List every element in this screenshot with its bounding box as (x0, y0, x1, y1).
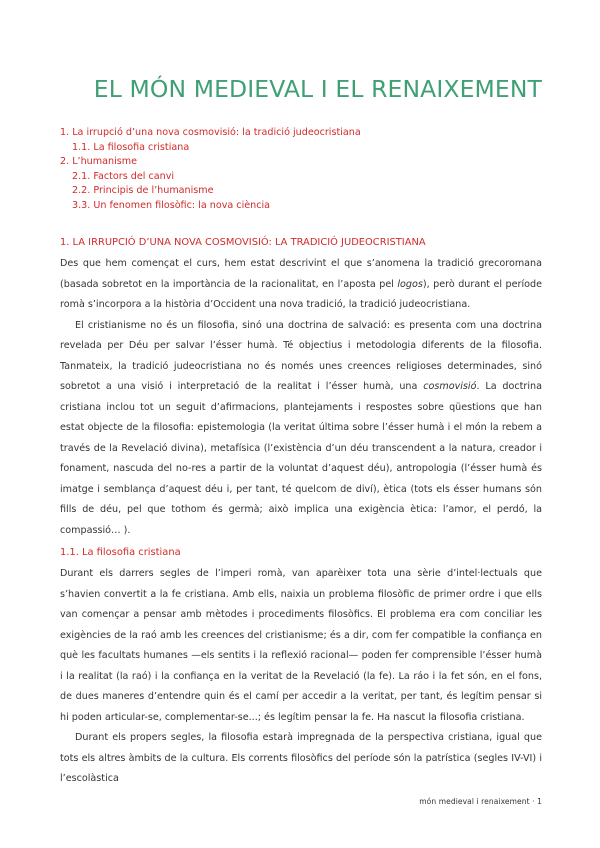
toc-item[interactable]: 3.3. Un fenomen filosòfic: la nova ciència (72, 199, 271, 211)
toc-item[interactable]: 1. La irrupció d’una nova cosmovisió: la tradició judeocristiana (60, 127, 361, 138)
section-body (60, 254, 542, 541)
subsection-body (60, 564, 542, 790)
section-heading: 1. LA IRRUPCIÓ D’UNA NOVA COSMOVISIÓ: LA TRADICIÓ JUDEOCRISTIANA (60, 237, 426, 248)
toc-item[interactable]: 2. L’humanisme (60, 156, 137, 167)
toc-item[interactable]: 2.1. Factors del canvi (72, 170, 175, 182)
paragraph: El cristianisme no és un filosofia, sinó una doctrina de salvació: es presenta com una doctrina revelada per Déu per salvar l’ésser humà. Té objectius i metodologia diferents de la filosofia. Tanmateix, la tradició judeocristiana no és només unes creences religioses determinades, sinó sobretot a una visió i interpretació de la realitat i l’ésser humà, una cosmovisió. La doctrina cristiana inclou tot un seguit d’afirmacions, plantejaments i respostes sobre qüestions que han estat objecte de la filosofia: epistemologia (la veritat última sobre l’ésser humà i el món la rebem a través de la Revelació divina), metafísica (l’existència d’un déu transcendent a la natura, creador i fonament, nascuda del no-res a partir de la voluntat d’aquest déu), antropologia (l’ésser humà és imatge i semblança d’aquest déu i, per tant, té quelcom de diví), ètica (tots els ésser humans són fills de déu, pel que tothom és germà; això implica una exigència ètica: l’amor, el perdó, la compassió… ). (60, 319, 542, 536)
paragraph: Durant els propers segles, la filosofia estarà impregnada de la perspectiva cristiana, igual que tots els altres àmbits de la cultura. Els corrents filosòfics del període són la patrística (segles IV-VI) i l’escolàstica (60, 732, 542, 784)
page-footer: món medieval i renaixement · 1 (419, 797, 542, 806)
paragraph: Des que hem començat el curs, hem estat descrivint el que s’anomena la tradició grecoromana (basada sobretot en la importància de la racionalitat, en l’aposta pel logos), però durant el període romà s’incorpora a la història d’Occident una nova tradició, la tradició judeocristiana. (60, 258, 543, 310)
toc-item[interactable]: 1.1. La filosofia cristiana (72, 141, 190, 153)
subsection-heading: 1.1. La filosofia cristiana (60, 547, 181, 558)
table-of-contents (60, 126, 361, 213)
toc-item[interactable]: 2.2. Principis de l’humanisme (72, 185, 214, 196)
paragraph: Durant els darrers segles de l’imperi romà, van aparèixer tota una sèrie d’intel·lectuals que s’havien convertit a la fe cristiana. Amb ells, naixia un problema filosòfic de primer ordre i que ells van començar a pensar amb mètodes i procediments filosòfics. El problema era com conciliar les exigències de la raó amb les creences del cristianisme; és a dir, com fer compatible la confiança en què les facultats humanes —els sentits i la reflexió racional— poden fer comprensible l’ésser humà i la realitat (la raó) i la confiança en la veritat de la Revelació (la fe). La ráo i la fet són, en el fons, de dues maneres d’entendre quin és el camí per accedir a la veritat, per tant, és legítim pensar si hi poden articular-se, complementar-se...; és legítim pensar la fe. Ha nascut la filosofia cristiana. (60, 568, 542, 723)
page-title: EL MÓN MEDIEVAL I EL RENAIXEMENT (93, 74, 542, 103)
